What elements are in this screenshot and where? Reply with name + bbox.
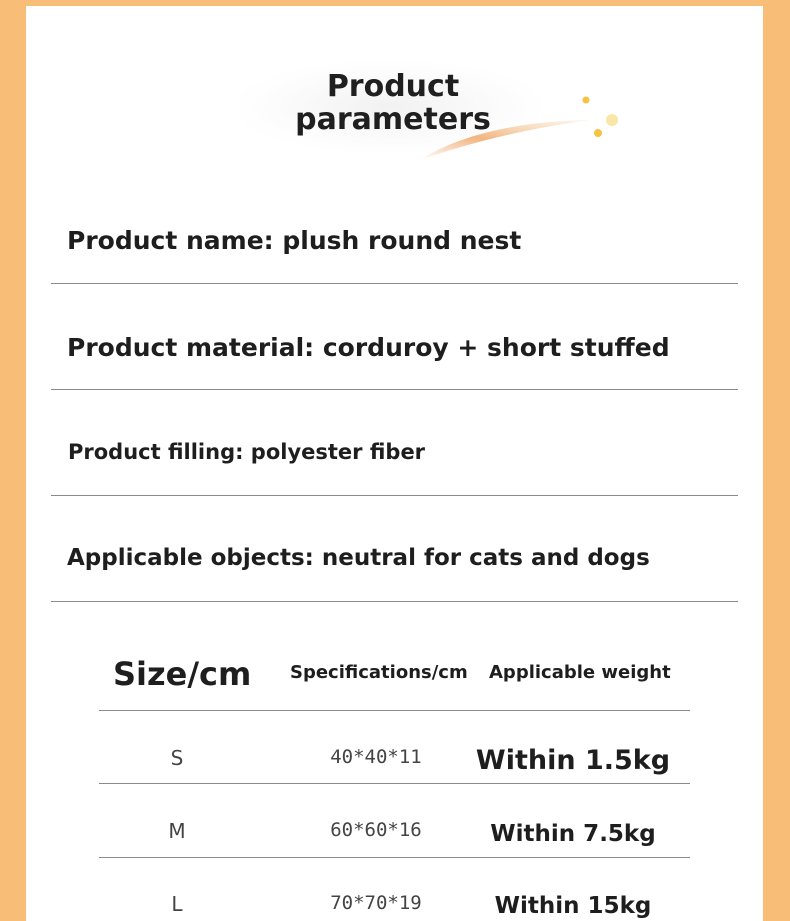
row-size: L	[171, 892, 183, 916]
divider	[51, 389, 738, 390]
table-header-spec: Specifications/cm	[290, 662, 468, 683]
table-header-size: Size/cm	[113, 655, 252, 693]
row-spec: 60*60*16	[330, 819, 422, 841]
divider	[51, 495, 738, 496]
table-divider	[99, 857, 690, 858]
divider	[51, 283, 738, 284]
row-spec: 40*40*11	[330, 746, 422, 768]
row-weight: Within 7.5kg	[490, 821, 656, 847]
swoosh-decoration-icon	[410, 92, 630, 167]
row-weight: Within 15kg	[494, 893, 652, 919]
param-product-material: Product material: corduroy + short stuffed	[67, 333, 670, 362]
row-size: S	[170, 746, 184, 770]
row-weight: Within 1.5kg	[475, 745, 671, 776]
table-divider	[99, 710, 690, 711]
row-spec: 70*70*19	[330, 892, 422, 914]
divider	[51, 601, 738, 602]
row-size: M	[168, 819, 186, 843]
param-product-filling: Product filling: polyester fiber	[68, 440, 426, 464]
table-divider	[99, 783, 690, 784]
title-line-2: parameters	[295, 102, 491, 137]
table-header-weight: Applicable weight	[489, 662, 671, 683]
param-applicable-objects: Applicable objects: neutral for cats and dogs	[67, 545, 650, 571]
title-line-1: Product	[326, 69, 460, 104]
param-product-name: Product name: plush round nest	[67, 226, 522, 255]
